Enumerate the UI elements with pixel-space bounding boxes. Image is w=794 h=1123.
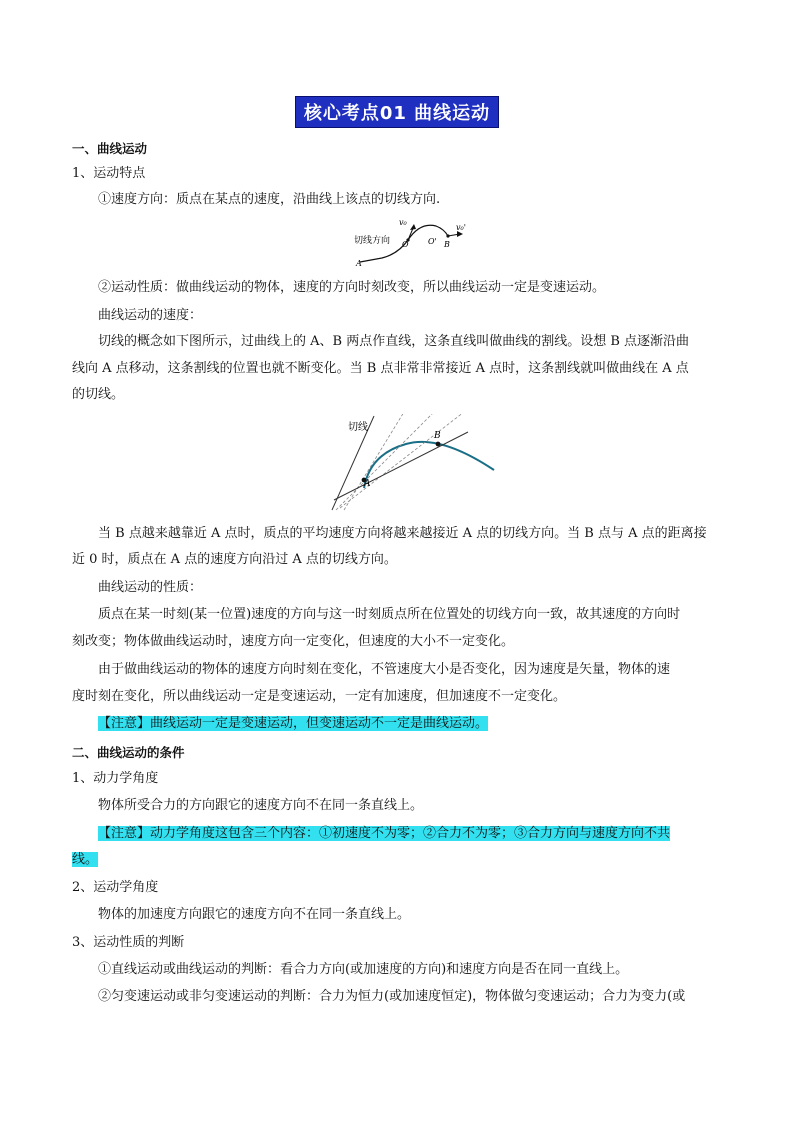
paragraph-dynamics: 物体所受合力的方向跟它的速度方向不在同一条直线上。 (98, 798, 424, 813)
fig1-o-label: O (402, 240, 409, 249)
paragraph-vector-2: 度时刻在变化，所以曲线运动一定是变速运动，一定有加速度，但加速度不一定变化。 (72, 689, 567, 704)
tangent-direction-figure (352, 214, 472, 268)
fig1-a-label: A (356, 259, 362, 268)
speed-subtitle: 曲线运动的速度： (98, 308, 203, 323)
section-heading-2: 二、曲线运动的条件 (72, 745, 185, 760)
subheading-judgement: 3、运动性质的判断 (72, 935, 185, 950)
subheading-kinematics: 2、运动学角度 (72, 880, 159, 895)
section-heading-1: 一、曲线运动 (72, 141, 148, 156)
paragraph-tangent-concept-2: 线向 A 点移动，这条割线的位置也就不断变化。当 B 点非常非常接近 A 点时，这条割线就叫做曲线在 A 点 (72, 361, 689, 376)
paragraph-velocity-direction: ①速度方向：质点在某点的速度，沿曲线上该点的切线方向. (98, 192, 441, 207)
fig2-b-label: B (434, 431, 441, 441)
paragraph-motion-nature: ②运动性质：做曲线运动的物体，速度的方向时刻改变，所以曲线运动一定是变速运动。 (98, 280, 606, 295)
note-dynamics-line2 (72, 851, 724, 869)
paragraph-tangent-concept-3: 的切线。 (72, 387, 125, 402)
paragraph-vector-1: 由于做曲线运动的物体的速度方向时刻在变化，不管速度大小是否变化，因为速度是矢量，物体的速 (98, 662, 671, 677)
note-dynamics-line1 (98, 825, 724, 843)
note-curve-motion (98, 715, 724, 733)
nature-subtitle: 曲线运动的性质： (98, 580, 203, 595)
fig1-v0p-label: v₀' (456, 223, 466, 232)
fig1-b-label: B (444, 240, 450, 249)
paragraph-nature-1: 质点在某一时刻(某一位置)速度的方向与这一时刻质点所在位置处的切线方向一致，故其速度的方向时 (98, 607, 681, 622)
note-highlight-1: 【注意】曲线运动一定是变速运动，但变速运动不一定是曲线运动。 (98, 716, 489, 731)
fig1-tangent-label: 切线方向 (354, 236, 391, 246)
secant-tangent-figure (330, 414, 500, 514)
subheading-dynamics: 1、动力学角度 (72, 771, 159, 786)
fig2-a-label: A (364, 479, 371, 489)
paragraph-nature-2: 刻改变；物体做曲线运动时，速度方向一定变化，但速度的大小不一定变化。 (72, 634, 515, 649)
paragraph-average-velocity-2: 近 0 时，质点在 A 点的速度方向沿过 A 点的切线方向。 (72, 552, 397, 567)
paragraph-judgement-2: ②匀变速运动或非匀变速运动的判断：合力为恒力(或加速度恒定)，物体做匀变速运动；合力为变力(或 (98, 989, 686, 1004)
fig1-op-label: O' (428, 237, 437, 246)
subheading-motion-features: 1、运动特点 (72, 166, 146, 181)
paragraph-average-velocity-1: 当 B 点越来越靠近 A 点时，质点的平均速度方向将越来越接近 A 点的切线方向。当 B 点与 A 点的距离接 (98, 526, 707, 541)
fig1-v0-label: v₀ (399, 218, 407, 227)
title-wrap (0, 96, 794, 128)
paragraph-kinematics: 物体的加速度方向跟它的速度方向不在同一条直线上。 (98, 907, 411, 922)
note-highlight-2a: 【注意】动力学角度这包含三个内容：①初速度不为零；②合力不为零；③合力方向与速度方向不共 (98, 826, 671, 841)
fig2-tangent-label: 切线 (348, 422, 368, 433)
paragraph-judgement-1: ①直线运动或曲线运动的判断：看合力方向(或加速度的方向)和速度方向是否在同一直线上。 (98, 962, 629, 977)
note-highlight-2b: 线。 (72, 852, 99, 867)
page-title: 核心考点01 曲线运动 (295, 96, 499, 128)
paragraph-tangent-concept-1: 切线的概念如下图所示，过曲线上的 A、B 两点作直线，这条直线叫做曲线的割线。设想 B 点逐渐沿曲 (98, 334, 690, 349)
